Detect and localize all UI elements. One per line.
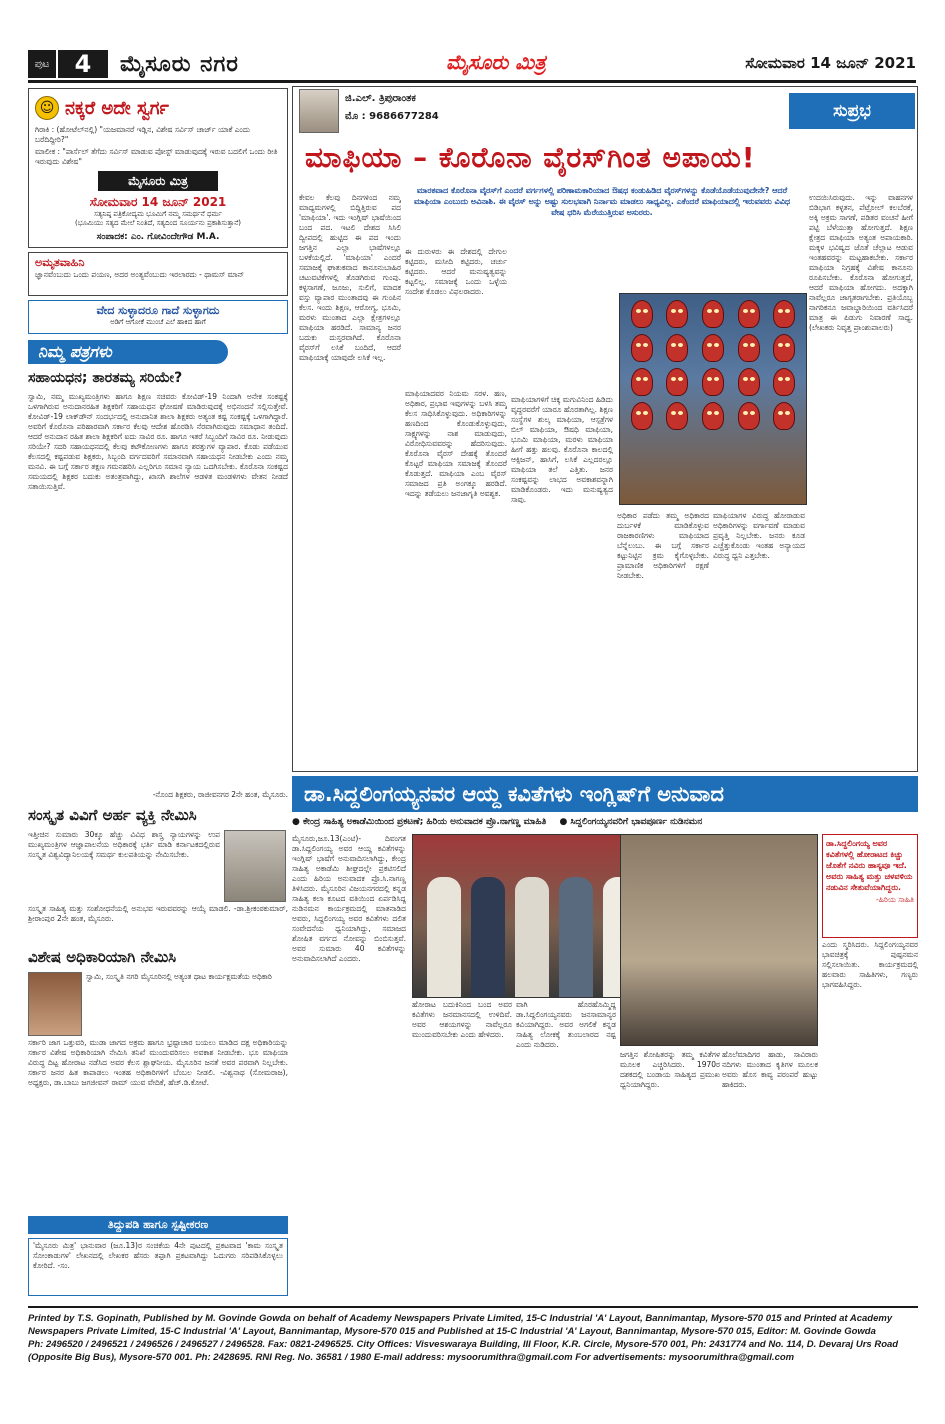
story2-headline: ಡಾ.ಸಿದ್ದಲಿಂಗಯ್ಯನವರ ಆಯ್ದ ಕವಿತೆಗಳು ಇಂಗ್ಲಿಷ್‌ಗೆ ಅನುವಾದ [292,776,918,812]
letters-banner: ನಿಮ್ಮ ಪತ್ರಗಳು [28,340,228,364]
imprint-line-1: Printed by T.S. Gopinath, Published by M. Govinde Gowda on behalf of Academy Newspapers Private Limited, 15-C Industrial 'A' Layout, Bannimantap, Mysore-570 015 and Printed at Academy [28,1313,893,1324]
demon-mask [773,300,795,328]
demon-mask [666,402,688,430]
demon-mask [702,300,724,328]
imprint-line-2: Newspapers Private Limited, 15-C Industrial 'A' Layout, Bannimantap, Mysore-570 015 and Published at 15-C Industrial 'A' Layout, Bannimantap, Mysore-570 015, Editor: M. Govinde Gowda [28,1326,876,1337]
author-phone: ಮೊ : 9686677284 [345,111,439,122]
mask-row [620,328,806,362]
demon-mask [702,402,724,430]
proverb-box [28,300,288,334]
proverb-title: ವೇದ ಸುಳ್ಳಾದರೂ ಗಾದೆ ಸುಳ್ಳಾಗದು [96,304,220,317]
correction-title: ತಿದ್ದುಪಡಿ ಹಾಗೂ ಸ್ಪಷ್ಟೀಕರಣ [28,1216,288,1234]
story2-column-2: ಹೋರಾಟ ಬದುಕಿನಿಂದ ಬಂದ ಅವರ ಕವಿತೆಗಳು ಜನಮಾನಸದಲ್ಲಿ ಉಳಿದಿವೆ. ಅವರ ಆಶಯಗಳನ್ನು ನಾವೆಲ್ಲರೂ ಮುಂದುವರಿಸಬೇಕು ಎಂದು ಹೇಳಿದರು. [412,1000,512,1039]
article-column-6: ಉದಯಿಸಿರುವುದು. ಇನ್ನು ವಾಹನಗಳ ಬಿಡಿಭಾಗ ಕಳ್ಳತನ, ಪೆಟ್ರೋಲ್ ಕಲಬೆರಕೆ, ಅಕ್ಕಿ ಅಕ್ರಮ ಸಾಗಣೆ, ಪಡಿತರ ವಂಚನೆ ಹೀಗೆ ಪಟ್ಟಿ ಬೆಳೆಯುತ್ತಾ ಹೋಗುತ್ತದೆ. ಶಿಕ್ಷಣ ಕ್ಷೇತ್ರದ ಮಾಫಿಯಾ ಅತ್ಯಂತ ಅಪಾಯಕಾರಿ. ಮಕ್ಕಳ ಭವಿಷ್ಯದ ಜೊತೆ ಚೆಲ್ಲಾಟ ಆಡುವ ಇಂತಹವರನ್ನು ಮಟ್ಟಹಾಕಬೇಕು. ಸರ್ಕಾರ ಮಾಫಿಯಾ ನಿಗ್ರಹಕ್ಕೆ ವಿಶೇಷ ಕಾನೂನು ರೂಪಿಸಬೇಕು. ಕೊರೊನಾ ಹೋಗುತ್ತದೆ, ಆದರೆ ಮಾಫಿಯಾ ಹೋಗದು. ಅದಕ್ಕಾಗಿ ನಾವೆಲ್ಲರೂ ಜಾಗೃತರಾಗಬೇಕು. ಪ್ರತಿಯೊಬ್ಬ ನಾಗರಿಕನೂ ಜವಾಬ್ದಾರಿಯಿಂದ ವರ್ತಿಸಿದರೆ ಮಾತ್ರ ಈ ಪಿಡುಗು ನಿವಾರಣೆ ಸಾಧ್ಯ. (ಲೇಖಕರು ನಿವೃತ್ತ ಪ್ರಾಂಶುಪಾಲರು) [809,193,913,332]
demon-mask [631,300,653,328]
article-column-3: ಮಾಫಿಯಾಗಳಿಗೆ ಚಿಕ್ಕ ಮಗುವಿನಿಂದ ಹಿಡಿದು ವೃದ್ಧರವರೆಗೆ ಯಾರೂ ಹೊರತಾಗಿಲ್ಲ. ಶಿಕ್ಷಣ ಸಂಸ್ಥೆಗಳ ಶುಲ್ಕ ಮಾಫಿಯಾ, ಆಸ್ಪತ್ರೆಗಳ ಬಿಲ್ ಮಾಫಿಯಾ, ಔಷಧಿ ಮಾಫಿಯಾ, ಭೂಮಿ ಮಾಫಿಯಾ, ಮರಳು ಮಾಫಿಯಾ ಹೀಗೆ ಹತ್ತು ಹಲವು. ಕೊರೊನಾ ಕಾಲದಲ್ಲಿ ಆಕ್ಸಿಜನ್, ಹಾಸಿಗೆ, ಲಸಿಕೆ ಎಲ್ಲದರಲ್ಲೂ ಮಾಫಿಯಾ ತಲೆ ಎತ್ತಿತು. ಜನರ ಸಂಕಷ್ಟವನ್ನು ಲಾಭದ ಅವಕಾಶವನ್ನಾಗಿ ಮಾಡಿಕೊಂಡರು. ಇದು ಮನುಷ್ಯತ್ವದ ಸಾವು. [511,395,613,504]
main-article [292,86,918,772]
amrutha-box [28,252,288,296]
section-title: ಮೈಸೂರು ನಗರ [120,52,239,77]
sanskrit-letter-text-2: ಸಂಸ್ಕೃತ ಸಾಹಿತ್ಯ ಮತ್ತು ಸಂಶೋಧನೆಯಲ್ಲಿ ಅನುಭವ ಇರುವವರನ್ನು ಆಯ್ಕೆ ಮಾಡಲಿ. -ಡಾ.ಶ್ರೀಕಂಠಕುಮಾರ್, ಶ್ರೀರಾಂಪುರ 2ನೇ ಹಂತ, ಮೈಸೂರು. [28,904,288,923]
article-column-4: ಅಧಿಕಾರ ಪಡೆದು ತಮ್ಮ ಅಧಿಕಾರದ ದುರ್ಬಳಕೆ ಮಾಡಿಕೊಳ್ಳುವ ರಾಜಕಾರಣಿಗಳು ಮಾಫಿಯಾದ ಬೆನ್ನೆಲುಬು. ಈ ಬಗ್ಗೆ ಸರ್ಕಾರ ಕಟ್ಟುನಿಟ್ಟಿನ ಕ್ರಮ ಕೈಗೊಳ್ಳಬೇಕು. ಪ್ರಾಮಾಣಿಕ ಅಧಿಕಾರಿಗಳಿಗೆ ರಕ್ಷಣೆ ನೀಡಬೇಕು. [617,511,709,580]
demon-mask [631,334,653,362]
demon-mask [631,368,653,396]
page-number: 4 [58,50,108,78]
demon-mask [738,368,760,396]
demon-mask [738,300,760,328]
article-column-1-text: ಕೇವಲ ಕೆಲವು ದಿನಗಳಿಂದ ನಮ್ಮ ಮಾಧ್ಯಮಗಳಲ್ಲಿ ಬಿದ್ದಿತ್ತಿರುವ ಪದ 'ಮಾಫಿಯಾ'. ಇದು ಇಂಗ್ಲಿಷ್ ಭಾಷೆಯಿಂದ ಬಂದ ಪದ. ಇಟಲಿ ದೇಶದ ಸಿಸಿಲಿ ದ್ವೀಪದಲ್ಲಿ ಹುಟ್ಟಿದ ಈ ಪದ ಇಂದು ಜಗತ್ತಿನ ಎಲ್ಲಾ ಭಾಷೆಗಳಲ್ಲೂ ಬಳಕೆಯಲ್ಲಿದೆ. 'ಮಾಫಿಯಾ' ಎಂದರೆ ಸಮಾಜಕ್ಕೆ ಘಾತುಕವಾದ ಕಾನೂನುಬಾಹಿರ ಚಟುವಟಿಕೆಗಳಲ್ಲಿ ತೊಡಗಿರುವ ಗುಂಪು. ಕಳ್ಳಸಾಗಣೆ, ಜೂಜು, ಸುಲಿಗೆ, ಮಾದಕ ವಸ್ತು ವ್ಯಾಪಾರ ಮುಂತಾದವು ಈ ಗುಂಪಿನ ಕೆಲಸ. ಇಂದು ಶಿಕ್ಷಣ, ಆರೋಗ್ಯ, ಭೂಮಿ, ಮರಳು ಮುಂತಾದ ಎಲ್ಲಾ ಕ್ಷೇತ್ರಗಳಲ್ಲೂ ಮಾಫಿಯಾ ಹರಡಿದೆ. ಸಾಮಾನ್ಯ ಜನರ ಬದುಕು ದುಸ್ತರವಾಗಿದೆ. ಕೊರೊನಾ ವೈರಸ್‌ಗೆ ಲಸಿಕೆ ಬಂದಿದೆ, ಆದರೆ ಮಾಫಿಯಾಕ್ಕೆ ಯಾವುದೇ ಲಸಿಕೆ ಇಲ್ಲ. [299,193,401,362]
article-column-1 [299,193,401,767]
imprint-footer [28,1306,918,1410]
demon-mask [666,368,688,396]
quote-text: ಡಾ.ಸಿದ್ದಲಿಂಗಯ್ಯ ಅವರ ಕವಿತೆಗಳಲ್ಲಿ ಹೋರಾಟದ ಕಿಚ್ಚು ಜೊತೆಗೆ ನವಿರು ಹಾಸ್ಯವೂ ಇದೆ. ಅವರು ಸಾಹಿತ್ಯ ಮತ್ತು ಚಳವಳಿಯ ನಡುವಿನ ಸೇತುವೆಯಾಗಿದ್ದರು. [826,839,913,892]
officer-photo [28,972,82,1036]
story2-column-6: ಎಂದು ಸ್ಮರಿಸಿದರು. ಸಿದ್ದಲಿಂಗಯ್ಯನವರ ಭಾವಚಿತ್ರಕ್ಕೆ ಪುಷ್ಪನಮನ ಸಲ್ಲಿಸಲಾಯಿತು. ಕಾರ್ಯಕ್ರಮದಲ್ಲಿ ಹಲವಾರು ಸಾಹಿತಿಗಳು, ಗಣ್ಯರು ಭಾಗವಹಿಸಿದ್ದರು. [822,940,918,989]
proverb-text: ಅಡಿಗೆ ಆಗೋಕೆ ಮುಂಚೆ ಎಲೆ ಹಾಕಿದ ಹಾಗೆ [110,318,206,326]
imprint-line-4: (Opposite Big Bus), Mysore-570 001. Ph: 2428695. RNI Reg. No. 36581 / 1980 E-mail address: mysoorumithra@gmail.com For advertisements: mysoorumithra@gmail.com [28,1352,795,1363]
mask-row [620,362,806,396]
nakkare-title: ನಕ್ಕರೆ ಅದೇ ಸ್ವರ್ಗ [65,97,169,119]
demon-mask [738,334,760,362]
column-name: ಸುಪ್ರಭ [789,93,915,129]
masthead-divider [28,80,916,83]
amrutha-text: ಜ್ಞಾನವೆಂಬುದು ಒಂದು ಪಯಣ, ಅದರ ಅಂತ್ಯವೆಂಬುದು ಇರಲಾರದು - ಥಾಮಸ್ ಮಾನ್ [35,270,245,279]
demon-mask [738,402,760,430]
person-figure [471,877,505,997]
vishesha-letter-title: ವಿಶೇಷ ಅಧಿಕಾರಿಯಾಗಿ ನೇಮಿಸಿ [28,948,177,966]
nakkare-box [28,88,288,248]
demon-masks-photo [619,293,807,505]
vishesha-letter-text: ಸ್ವಾಮಿ, ಸಂಸ್ಕೃತಿ ನಗರಿ ಮೈಸೂರಿನಲ್ಲಿ ಅತ್ಯಂತ ಧಾಟ ಕಾರ್ಯಕ್ಷಮತೆಯ ಅಧಿಕಾರಿ [86,972,272,981]
sanskrit-letter-text: ಇತ್ತೀಚಿನ ಸುಮಾರು 30ಕ್ಕೂ ಹೆಚ್ಚು ವಿವಿಧ ಶಾಸ್ತ್ರ ನ್ಯಾಯಗಳನ್ನು ಉಪ ಮುಖ್ಯಮಂತ್ರಿಗಳ ಆಜ್ಞಾಪಾಲನೆಯ ಅಧಿಕಾರಕ್ಕೆ ಭರ್ತಿ ಮಾಡಿ ಕರ್ನಾಟಕದಲ್ಲಿರುವ ಸಂಸ್ಕೃತ ವಿಶ್ವವಿದ್ಯಾನಿಲಯಕ್ಕೆ ಸಮರ್ಥ ಕುಲಪತಿಯನ್ನು ನೇಮಿಸಬೇಕು. [28,830,220,859]
left-column [28,88,288,1304]
nakkare-header [35,93,281,123]
story2-subheads [292,814,918,830]
demon-mask [631,402,653,430]
letter-body [28,392,288,804]
demon-mask [666,334,688,362]
paper-name: ಮೈಸೂರು ಮಿತ್ರ [446,50,546,74]
headline: ಮಾಫಿಯಾ – ಕೊರೊನಾ ವೈರಸ್‌ಗಿಂತ ಅಪಾಯ! [305,141,756,174]
masthead [28,48,916,80]
demon-mask [773,402,795,430]
person-figure [559,877,593,997]
editor-line: ಸಂಪಾದಕ: ಎಂ. ಗೋವಿಂದೇಗೌಡ M.A. [96,232,220,242]
mini-masthead: ಮೈಸೂರು ಮಿತ್ರ [98,171,218,191]
story2-column-4: ಜಗತ್ತಿನ ಶೋಷಿತರನ್ನು ತಮ್ಮ ಕವಿತೆಗಳ ಮೂಲಕ ಎಚ್ಚರಿಸಿದರು. 1970ರ ದಶಕದಲ್ಲಿ ಬಂಡಾಯ ಸಾಹಿತ್ಯದ ಪ್ರಮುಖ ಧ್ವನಿಯಾಗಿದ್ದರು. [620,1050,720,1089]
person-figure [515,877,549,997]
demon-mask [702,368,724,396]
joke-line-1: ಗಿರಾಕಿ : (ಹೋಟೆಲ್‌ನಲ್ಲಿ) "ಯಜಮಾನರೆ ಇಡ್ಲಿನ, ವಿಶೇಷ ಸರ್ವಿಸ್ ಚಾರ್ಜ್ ಯಾಕೆ ಎಂದು ಬರೆದಿದ್ದೀರಿ?" [35,125,251,144]
tribute-photo [620,834,818,1046]
mask-row [620,294,806,328]
quote-box [822,834,918,938]
amrutha-title: ಅಮೃತವಾಹಿನಿ [35,256,85,269]
quote-attribution: -ಹಿರಿಯ ಸಾಹಿತಿ [876,895,914,904]
letter-title: ಸಹಾಯಧನ; ತಾರತಮ್ಯ ಸರಿಯೇ? [28,370,183,386]
motto-line-1: ಸತ್ಯನಿಷ್ಠ ಪತ್ರಿಕೋದ್ಯಮ ಭೂಮಿಗೆ ನಮ್ಮ ಸಮರ್ಥನೆ ಧರ್ಮ [94,210,222,218]
issue-date: ಸೋಮವಾರ 14 ಜೂನ್ 2021 [745,54,916,72]
letter-signature: -ನೊಂದ ಶಿಕ್ಷಕರು, ರಾಜೀವನಗರ 2ನೇ ಹಂತ, ಮೈಸೂರು. [152,790,288,799]
correction-text: 'ಮೈಸೂರು ಮಿತ್ರ' ಭಾನುವಾರ (ಜೂ.13)ರ ಸಂಚಿಕೆಯ 4ನೇ ಪುಟದಲ್ಲಿ ಪ್ರಕಟವಾದ 'ಕಾಮ ಸಂಸ್ಕೃತ ಸೋಂಕಾಡುಗಳ' ಲೇಖನದಲ್ಲಿ ಲೇಖಕರ ಹೆಸರು ತಪ್ಪಾಗಿ ಪ್ರಕಟವಾಗಿದ್ದು ಓದುಗರು ಸರಿಪಡಿಸಿಕೊಳ್ಳಲು ಕೋರಿದೆ. -ಸಂ. [28,1238,288,1296]
demon-mask [773,368,795,396]
demon-mask [773,334,795,362]
article-column-2-top: ಈ ದುರುಳರು ಈ ದೇಶದಲ್ಲಿ ದೇಗುಲ ಕಟ್ಟಿದರು, ಮಸೀದಿ ಕಟ್ಟಿದರು, ಚರ್ಚು ಕಟ್ಟಿದರು. ಆದರೆ ಮನುಷ್ಯತ್ವವನ್ನು ಕಟ್ಟಲಿಲ್ಲ. ಸಮಾಜಕ್ಕೆ ಒಂದು ಒಳ್ಳೆಯ ಸಂದೇಶ ಕೊಡಲು ವಿಫಲರಾದರು. [405,247,507,296]
author-name: ಜಿ.ಎಲ್. ತ್ರಿಪುರಾಂತಕ [345,93,416,104]
story2-column-3: ವಾಗಿ ಹೊರಹೊಮ್ಮಿದ್ದ ಡಾ.ಸಿದ್ದಲಿಂಗಯ್ಯನವರು ಜನಸಾಮಾನ್ಯರ ಕವಿಯಾಗಿದ್ದರು. ಅವರ ಅಗಲಿಕೆ ಕನ್ನಡ ಸಾಹಿತ್ಯ ಲೋಕಕ್ಕೆ ತುಂಬಲಾರದ ನಷ್ಟ ಎಂದು ನುಡಿದರು. [516,1000,616,1049]
story2-subhead-2: ● ಸಿದ್ದಲಿಂಗಯ್ಯನವರಿಗೆ ಭಾವಪೂರ್ಣ ನುಡಿನಮನ [559,817,703,827]
demon-mask [702,334,724,362]
person-figure [427,877,461,997]
sanskrit-letter-title: ಸಂಸ್ಕೃತ ವಿವಿಗೆ ಅರ್ಹ ವ್ಯಕ್ತಿ ನೇಮಿಸಿ [28,806,197,824]
laughing-face-icon: ☺ [35,96,59,120]
motto-line-2: (ಭೂಮಿಯು ಸತ್ಯದ ಮೇಲೆ ನಿಂತಿದೆ, ಸತ್ಯದಿಂದ ಸೂರ್ಯನು ಪ್ರಕಾಶಿಸುತ್ತಾನೆ) [75,219,241,227]
page-tag: ಪುಟ [28,50,56,78]
story2-subhead-1: ● ಕೇಂದ್ರ ಸಾಹಿತ್ಯ ಅಕಾಡೆಮಿಯಿಂದ ಪ್ರಕಟಣೆ; ಹಿರಿಯ ಅನುವಾದಕ ಪ್ರೊ.ನಾಗಣ್ಣ ಮಾಹಿತಿ [292,817,547,827]
imprint-line-3: Ph: 2496520 / 2496521 / 2496526 / 2496527 / 2496528. Fax: 0821-2496525. City Offices: Visveswaraya Building, III Floor, K.R. Circle, Mysore-570 001, Ph: 2431774 and No. 114, D. Devaraj Urs Road [28,1339,899,1350]
letter-text: ಸ್ವಾಮಿ, ನಮ್ಮ ಮುಖ್ಯಮಂತ್ರಿಗಳು ಹಾಗೂ ಶಿಕ್ಷಣ ಸಚಿವರು ಕೋವಿಡ್-19 ನಿಂದಾಗಿ ಅನೇಕ ಸಂಕಷ್ಟಕ್ಕೆ ಒಳಗಾಗಿರುವ ಅನುದಾನರಹಿತ ಶಿಕ್ಷಕರಿಗೆ ಸಹಾಯಧನ ಘೋಷಣೆ ಮಾಡಿರುವುದಕ್ಕೆ ಅಭಿನಂದನೆ ಸಲ್ಲಿಸುತ್ತೇವೆ. ಕೋವಿಡ್-19 ಲಾಕ್‌ಡೌನ್ ಸಂದರ್ಭದಲ್ಲಿ ಅನುದಾನಿತ ಶಾಲಾ ಶಿಕ್ಷಕರು ಅತ್ಯಂತ ಕಷ್ಟ ಸಂಕಷ್ಟಕ್ಕೆ ಒಳಗಾಗಿದ್ದಾರೆ. ಅವರಿಗೆ ಕೊರೊನಾ ಪರಿಹಾರವಾಗಿ ಸರ್ಕಾರ ಕೆಲವು ಆದೇಶ ಹೊರಡಿಸಿ ನೆರವಾಗಿರುವುದು ಸಮಾಧಾನ ತಂದಿದೆ. ಆದರೆ ಅನುದಾನ ರಹಿತ ಶಾಲಾ ಶಿಕ್ಷಕರಿಗೆ ಐದು ಸಾವಿರ ರೂ. ಹಾಗೂ ಇತರೆ ಸಿಬ್ಬಂದಿಗೆ ಸಾವಿರ ರೂ. ನೀಡುವುದು ಸರಿಯೇ? ಸದರಿ ಸಹಾಯಧನದಲ್ಲಿ ಕೆಲವು ಕಟೌಕೋಣಗಳು ಹಾಗೂ ಶರತ್ತುಗಳ ವ್ಯಾಪಾರ. ಕೊಡು ಪಡೆಯುವ ಕೆಲಸದಲ್ಲಿ ಕಷ್ಟಪಡುವ ಶಿಕ್ಷಕರು, ಸಿಬ್ಬಂದಿ ವರ್ಗದವರಿಗೆ ಸಮಾನವಾಗಿ ಸಹಾಯಧನ ನೀಡಬೇಕು ಎಂದು ನಮ್ಮ ಮನವಿ. ಈ ಬಗ್ಗೆ ಸರ್ಕಾರ ತಕ್ಷಣ ಗಮನಹರಿಸಿ ಎಲ್ಲರಿಗೂ ಸಮಾನ ನ್ಯಾಯ ಒದಗಿಸಬೇಕು. ಕೊರೊನಾ ಸಂಕಷ್ಟದ ಸಮಯದಲ್ಲಿ ಶಿಕ್ಷಕರ ಬದುಕು ಅತಂತ್ರವಾಗಿದ್ದು, ಖಾಸಗಿ ಶಾಲೆಗಳ ಆಡಳಿತ ಮಂಡಳಿಗಳು ವೇತನ ನೀಡದೆ ಸತಾಯಿಸುತ್ತಿವೆ. [28,392,288,491]
vishesha-letter-text-2: ಸರ್ಕಾರಿ ಜಾಗ ಒತ್ತುವರಿ, ಮುಡಾ ಜಾಗದ ಅಕ್ರಮ ಹಾಗೂ ಭ್ರಷ್ಟಾಚಾರ ಬಯಲು ಮಾಡಿದ ದಕ್ಷ ಅಧಿಕಾರಿಯನ್ನು ಸರ್ಕಾರ ವಿಶೇಷ ಅಧಿಕಾರಿಯಾಗಿ ನೇಮಿಸಿ ತನಿಖೆ ಮುಂದುವರಿಸಲು ಅವಕಾಶ ನೀಡಬೇಕು. ಭೂ ಮಾಫಿಯಾ ವಿರುದ್ಧ ದಿಟ್ಟ ಹೋರಾಟ ನಡೆಸಿದ ಅವರ ಕೆಲಸ ಶ್ಲಾಘನೀಯ. ಮೈಸೂರಿನ ಜನತೆ ಅವರ ಪರವಾಗಿ ನಿಲ್ಲಬೇಕು. ಸರ್ಕಾರ ಜನರ ಹಿತ ಕಾಪಾಡಲು ಇಂತಹ ಅಧಿಕಾರಿಗಳಿಗೆ ಬೆಂಬಲ ನೀಡಲಿ. -ವಿಶ್ವನಾಥ (ಸೋಮರಾಜ), ಅಧ್ಯಕ್ಷರು, ಡಾ.ಬಾಬು ಜಗಜೀವನ್ ರಾಮ್ ಯುವ ವೇದಿಕೆ, ಹೆಚ್.ಡಿ.ಕೋಟೆ. [28,1038,288,1087]
story2-column-1: ಮೈಸೂರು,ಜೂ.13(ಎಂಟಿ)- ದಿವಂಗತ ಡಾ.ಸಿದ್ದಲಿಂಗಯ್ಯ ಅವರ ಆಯ್ದ ಕವಿತೆಗಳನ್ನು ಇಂಗ್ಲಿಷ್ ಭಾಷೆಗೆ ಅನುವಾದಿಸಲಾಗಿದ್ದು, ಕೇಂದ್ರ ಸಾಹಿತ್ಯ ಅಕಾಡೆಮಿ ಶೀಘ್ರದಲ್ಲೇ ಪ್ರಕಟಿಸಲಿದೆ ಎಂದು ಹಿರಿಯ ಅನುವಾದಕ ಪ್ರೊ.ಸಿ.ನಾಗಣ್ಣ ತಿಳಿಸಿದರು. ಮೈಸೂರಿನ ವಿಜಯನಗರದಲ್ಲಿ ಕನ್ನಡ ಸಾಹಿತ್ಯ ಕಲಾ ಕೂಟದ ವತಿಯಿಂದ ಏರ್ಪಡಿಸಿದ್ದ ನುಡಿನಮನ ಕಾರ್ಯಕ್ರಮದಲ್ಲಿ ಮಾತನಾಡಿದ ಅವರು, ಸಿದ್ದಲಿಂಗಯ್ಯ ಅವರ ಕವಿತೆಗಳು ದಲಿತ ಸಂವೇದನೆಯ ಧ್ವನಿಯಾಗಿದ್ದು, ಸಮಾಜದ ಶೋಷಿತ ವರ್ಗದ ನೋವನ್ನು ಬಿಂಬಿಸುತ್ತವೆ. ಅವರ ಸುಮಾರು 40 ಕವಿತೆಗಳನ್ನು ಅನುವಾದಿಸಲಾಗಿದೆ ಎಂದರು. [292,834,406,963]
letter-writer-photo [224,830,286,902]
joke-line-2: ಮಾಲೀಕ : "ಪಾರ್ಸೆಲ್ ತೆಗೆದು ಸರ್ವಿಸ್ ಮಾಡುವ ಪೋಸ್ಟ್ ಮಾಡುವುದಕ್ಕೆ ಇರುವ ಬದಲಿಗೆ ಒಂದು ರೀತಿ ಇರುವುದು ವಿಶೇಷ" [35,147,278,166]
article-column-5: ಮಾಫಿಯಾಗಳ ವಿರುದ್ಧ ಹೋರಾಡುವ ಅಧಿಕಾರಿಗಳನ್ನು ವರ್ಗಾವಣೆ ಮಾಡುವ ಪ್ರವೃತ್ತಿ ನಿಲ್ಲಬೇಕು. ಜನರು ಕೂಡ ಎಚ್ಚೆತ್ತುಕೊಂಡು ಇಂತಹ ಅನ್ಯಾಯದ ವಿರುದ್ಧ ಧ್ವನಿ ಎತ್ತಬೇಕು. [713,511,805,560]
mask-row [620,396,806,430]
article-column-2: ಮಾಫಿಯಾದವರ ನಿಯಮ ಸರಳ. ಹಣ, ಅಧಿಕಾರ, ಪ್ರಭಾವ ಇವುಗಳನ್ನು ಬಳಸಿ ತಮ್ಮ ಕೆಲಸ ಸಾಧಿಸಿಕೊಳ್ಳುವುದು. ಅಧಿಕಾರಿಗಳನ್ನು ಹಣದಿಂದ ಕೊಂಡುಕೊಳ್ಳುವುದು, ಸಾಕ್ಷ್ಯಗಳನ್ನು ನಾಶ ಮಾಡುವುದು, ವಿರೋಧಿಸುವವರನ್ನು ಹೆದರಿಸುವುದು. ಕೊರೊನಾ ವೈರಸ್ ದೇಹಕ್ಕೆ ತೊಂದರೆ ಕೊಟ್ಟರೆ ಮಾಫಿಯಾ ಸಮಾಜಕ್ಕೆ ತೊಂದರೆ ಕೊಡುತ್ತದೆ. ಮಾಫಿಯಾ ಎಂಬ ವೈರಸ್ ಸಮಾಜದ ಪ್ರತಿ ಅಂಗಕ್ಕೂ ಹರಡಿದೆ. ಇದನ್ನು ತಡೆಯಲು ಜನಜಾಗೃತಿ ಅವಶ್ಯಕ. [405,389,507,498]
article-lead: ಮಾರಕವಾದ ಕೊರೊನಾ ವೈರಸ್‌ಗೆ ಎಂದರೆ ವರ್ಗಗಳಲ್ಲಿ ಪರಿಣಾಮಕಾರಿಯಾದ ಔಷಧ ಕಂಡುಹಿಡಿದ ವೈರಸ್‌ಗಳನ್ನು ಕೊಡೆಯೊಡೆಯುವುದೇನೇ? ಆದರೆ ಮಾಫಿಯಾ ಎಂಬುದು ಅವಿನಾಶಿ. ಈ ವೈರಸ್ ಅನ್ನು ಅಷ್ಟು ಸುಲಭವಾಗಿ ನಿರ್ನಾಮ ಮಾಡಲು ಸಾಧ್ಯವಿಲ್ಲ. ಎಕೆಂದರೆ ಮಾಫಿಯಾದಲ್ಲಿ ಇರುವವರು ವಿವಿಧ ವೇಷ ಧರಿಸಿ ಮೆರೆಯುತ್ತಿರುವ ಅಸುರರು. [413,186,791,217]
story2-column-5: ಹೊಲೆಮಾದಿಗರ ಹಾಡು, ಸಾವಿರಾರು ನದಿಗಳು ಮುಂತಾದ ಕೃತಿಗಳ ಮೂಲಕ ಅವರು ಹೊಸ ಕಾವ್ಯ ಪರಂಪರೆ ಹುಟ್ಟು ಹಾಕಿದರು. [722,1050,818,1089]
author-photo [299,89,339,133]
mini-date: ಸೋಮವಾರ 14 ಜೂನ್ 2021 [89,195,227,209]
demon-mask [666,300,688,328]
